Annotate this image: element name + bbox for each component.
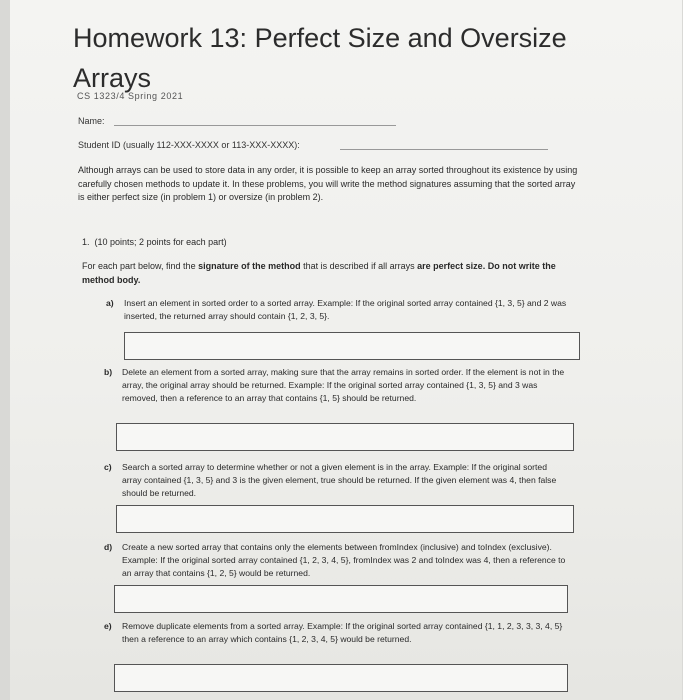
instruction-bold: are perfect size. (417, 261, 486, 271)
part-text: Insert an element in sorted order to a sorted array. Example: If the original sorted array contained {1, 3, 5} and 2 was inserted, the returned array should contain {1, 2, 3, 5}. (124, 298, 567, 321)
part-letter: b) (104, 367, 113, 377)
name-label: Name: (78, 116, 105, 126)
answer-box-b[interactable] (116, 423, 574, 451)
instruction-text: For each part below, find the (82, 261, 199, 271)
question-points: (10 points; 2 points for each part) (94, 237, 227, 247)
student-id-field-line[interactable] (340, 149, 548, 150)
part-text: Search a sorted array to determine whether or not a given element is in the array. Example: If the original sorted array contained {1, 3, 5} and 3 is the given element, true should be returned. If the given element was 4, then false should be returned. (122, 462, 557, 498)
page-title: Homework 13: Perfect Size and Oversize Arrays (73, 23, 567, 93)
course-label: CS 1323/4 Spring 2021 (77, 91, 184, 101)
part-letter: d) (104, 542, 113, 552)
instruction-bold: signature of the method (198, 261, 301, 271)
answer-box-d[interactable] (114, 585, 568, 613)
question-1-header (82, 237, 227, 247)
student-id-label: Student ID (usually 112-XXX-XXXX or 113-XXX-XXXX): (78, 140, 300, 150)
part-letter: a) (106, 298, 114, 308)
intro-paragraph: Although arrays can be used to store data in any order, it is possible to keep an array sorted throughout its existence by using carefully chosen methods to update it. In these problems, you will write the method signatures assuming that the sorted array is either perfect size (in problem 1) or oversize (in problem 2). (78, 165, 578, 202)
part-letter: e) (104, 621, 112, 631)
question-instruction (82, 260, 582, 287)
part-letter: c) (104, 462, 112, 472)
homework-sheet (10, 0, 682, 700)
instruction-bold: Do not write the method body. (82, 261, 556, 285)
instruction-text: that is described if all arrays (300, 261, 418, 271)
part-text: Remove duplicate elements from a sorted array. Example: If the original sorted array contained {1, 1, 2, 3, 3, 3, 4, 5} then a reference to an array which contains {1, 2, 3, 4, 5} would be returned. (122, 621, 563, 644)
answer-box-e[interactable] (114, 664, 568, 692)
question-number: 1. (82, 237, 90, 247)
answer-box-a[interactable] (124, 332, 580, 360)
part-text: Create a new sorted array that contains only the elements between fromIndex (inclusive) and toIndex (exclusive). Example: If the original sorted array contained {1, 2, 3, 4, 5}, fromIndex was 2 and toIndex was 4, then a reference to an array that contains {1, 2, 5} would be returned. (122, 542, 566, 578)
part-text: Delete an element from a sorted array, making sure that the array remains in sorted order. If the element is not in the array, the original array should be returned. Example: If the original sorted array contained {1, 3, 5} and 3 was removed, then a reference to an array that contains {1, 5} should be returned. (122, 367, 565, 403)
name-field-line[interactable] (114, 125, 396, 126)
answer-box-c[interactable] (116, 505, 574, 533)
